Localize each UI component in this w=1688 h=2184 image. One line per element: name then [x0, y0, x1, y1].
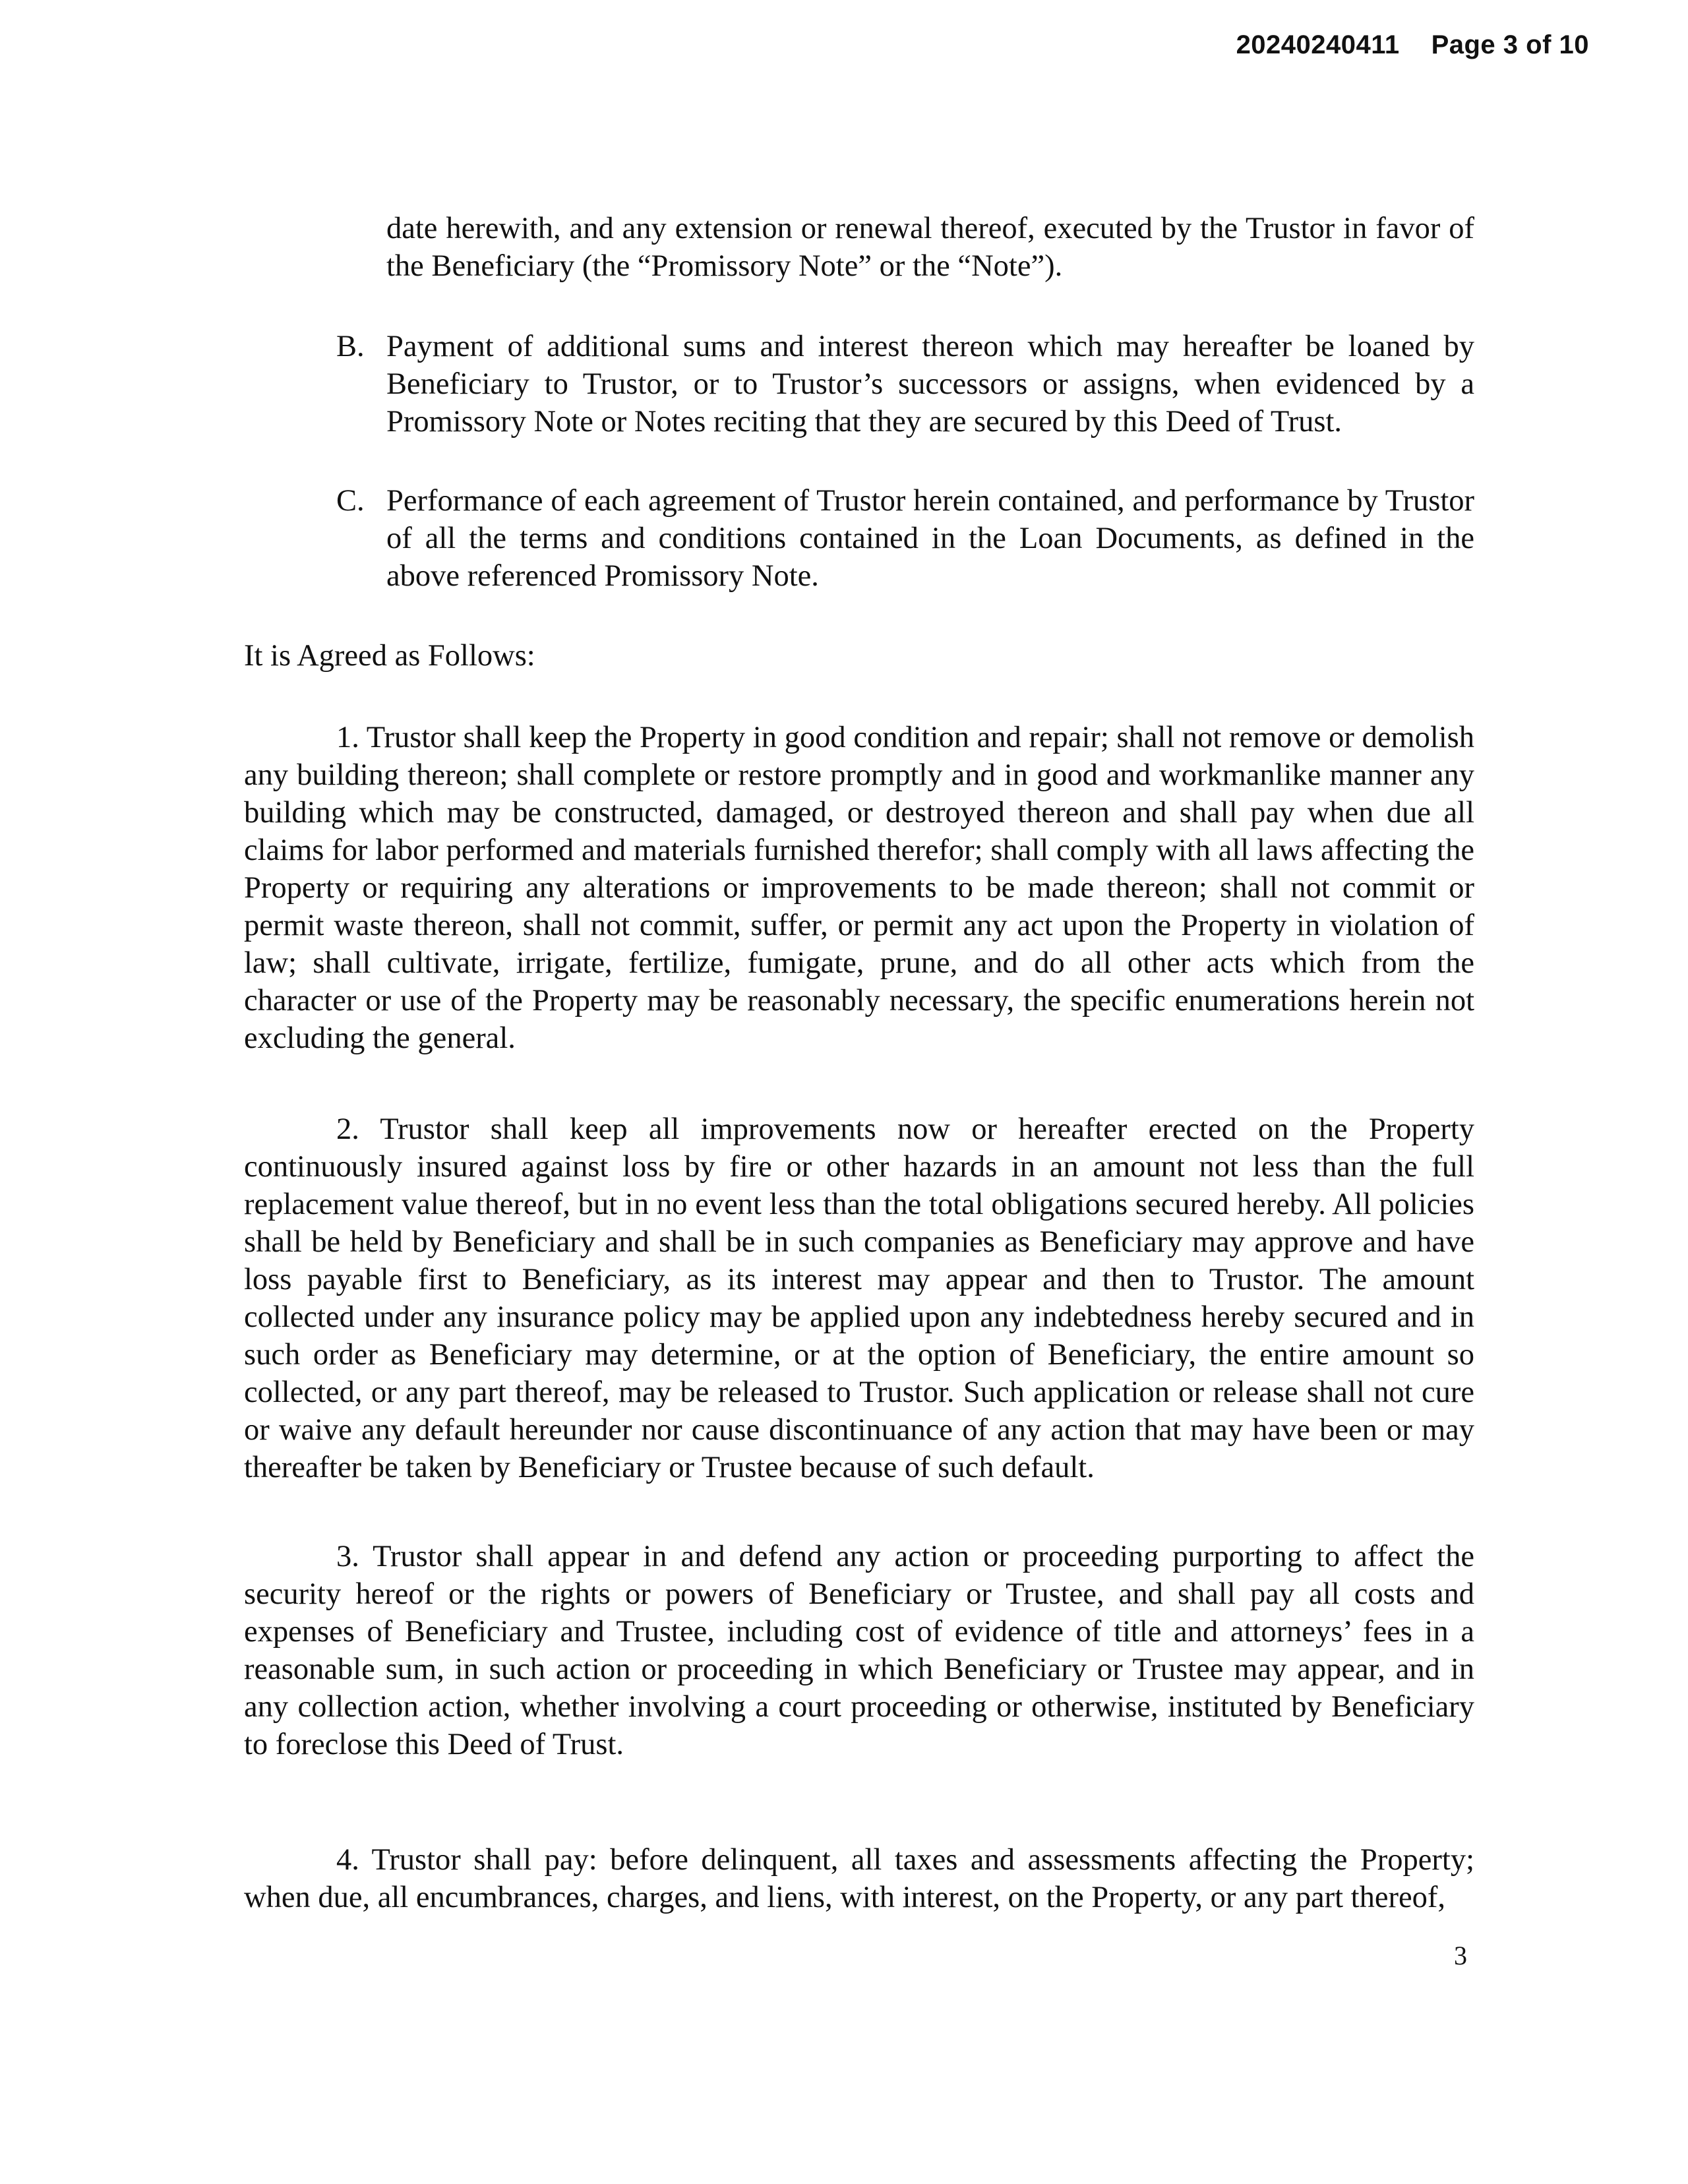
paragraph-text: 1. Trustor shall keep the Property in good condition and repair; shall not remove or demolish any building thereon; shall complete or restore promptly and in good and workmanlike manner any building which may be constructed, damaged, or destroyed thereon and shall pay when due all claims for labor performed and materials furnished therefor; shall comply with all laws affecting the Property or requiring any alterations or improvements to be made thereon; shall not commit or permit waste thereon, shall not commit, suffer, or permit any act upon the Property in violation of law; shall cultivate, irrigate, fertilize, fumigate, prune, and do all other acts which from the character or use of the Property may be reasonably necessary, the specific enumerations herein not excluding the general. [244, 721, 1474, 1055]
list-item-letter: B. [336, 330, 365, 363]
paragraph-2 [244, 1110, 1474, 1486]
list-item-text: Payment of additional sums and interest thereon which may hereafter be loaned by Beneficiary to Trustor, or to Trustor’s successors or assigns, when evidenced by a Promissory Note or Notes reciting that they are secured by this Deed of Trust. [386, 330, 1474, 439]
agreed-heading: It is Agreed as Follows: [244, 639, 535, 673]
continuation-text: date herewith, and any extension or renewal thereof, executed by the Trustor in favor of the Beneficiary (the “Promissory Note” or the “Note”). [386, 212, 1474, 283]
page-counter: Page 3 of 10 [1431, 30, 1589, 59]
paragraph-3 [244, 1538, 1474, 1763]
paragraph-4 [244, 1841, 1474, 1916]
paragraph-1 [244, 719, 1474, 1057]
list-item-b [336, 328, 1474, 440]
page-number: 3 [1454, 1941, 1467, 1970]
paragraph-text: 2. Trustor shall keep all improvements now or hereafter erected on the Property continuously insured against loss by fire or other hazards in an amount not less than the full replacement value thereof, but in no event less than the total obligations secured hereby. All policies shall be held by Beneficiary and shall be in such companies as Beneficiary may approve and have loss payable first to Beneficiary, as its interest may appear and then to Trustor. The amount collected under any insurance policy may be applied upon any indebtedness hereby secured and in such order as Beneficiary may determine, or at the option of Beneficiary, the entire amount so collected, or any part thereof, may be released to Trustor. Such application or release shall not cure or waive any default hereunder nor cause discontinuance of any action that may have been or may thereafter be taken by Beneficiary or Trustee because of such default. [244, 1112, 1474, 1484]
document-number: 20240240411 [1236, 30, 1400, 59]
list-item-letter: C. [336, 484, 365, 518]
paragraph-text: 4. Trustor shall pay: before delinquent, all taxes and assessments affecting the Property; when due, all encumbrances, charges, and liens, with interest, on the Property, or any part thereof, [244, 1843, 1474, 1914]
list-item-c [336, 482, 1474, 595]
recording-header [1236, 30, 1589, 60]
paragraph-text: 3. Trustor shall appear in and defend any action or proceeding purporting to affect the security hereof or the rights or powers of Beneficiary or Trustee, and shall pay all costs and expenses of Beneficiary and Trustee, including cost of evidence of title and attorneys’ fees in a reasonable sum, in such action or proceeding in which Beneficiary or Trustee may appear, and in any collection action, whether involving a court proceeding or otherwise, instituted by Beneficiary to foreclose this Deed of Trust. [244, 1540, 1474, 1761]
list-item-text: Performance of each agreement of Trustor herein contained, and performance by Trustor of all the terms and conditions contained in the Loan Documents, as defined in the above referenced Promissory Note. [386, 484, 1474, 593]
